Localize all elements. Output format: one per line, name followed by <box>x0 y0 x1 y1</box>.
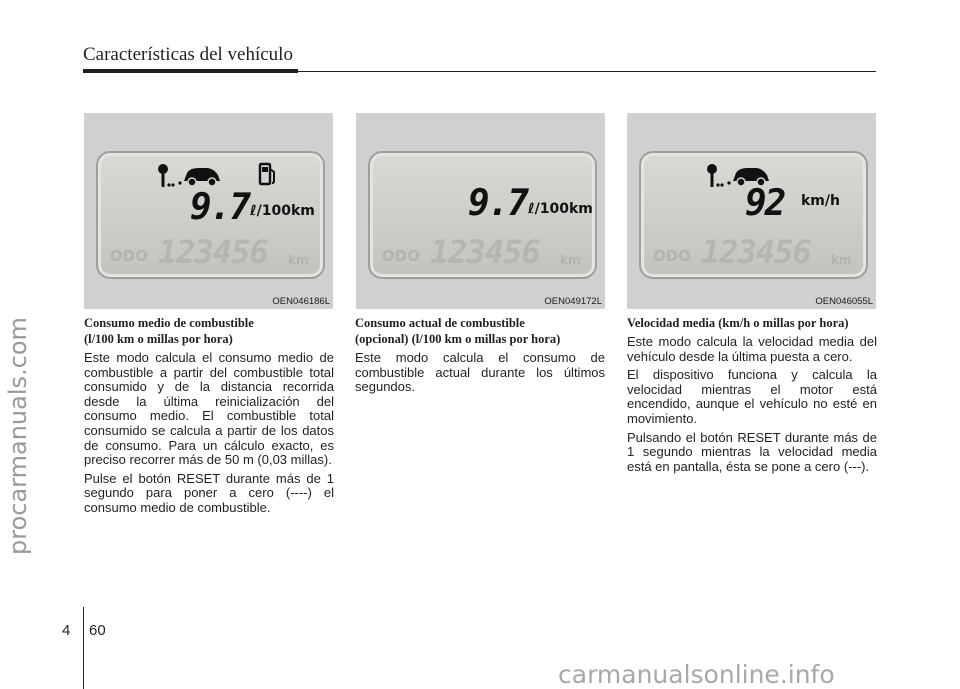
side-watermark: procarmanuals.com <box>4 317 32 555</box>
paragraph: Pulse el botón RESET durante más de 1 segundo para poner a cero (----) el consumo medio de combustible. <box>84 470 334 515</box>
odo-unit: km <box>831 253 852 267</box>
figure-average-consumption <box>84 113 333 309</box>
fuel-consumption-unit: ℓ/100km <box>528 201 593 217</box>
odo-label: ODO <box>653 247 691 265</box>
odo-unit: km <box>288 253 309 267</box>
odo-label: ODO <box>110 247 148 265</box>
odo-digits: 123456 <box>158 233 268 271</box>
fuel-consumption-reading: 9.7 <box>468 183 528 224</box>
section-heading-line: (opcional) (l/100 km o millas por hora) <box>355 332 561 346</box>
section-heading-line: Velocidad media (km/h o millas por hora) <box>627 316 849 330</box>
lcd-display <box>96 151 325 279</box>
fuel-consumption-unit: ℓ/100km <box>250 203 315 219</box>
section-average-consumption <box>84 315 334 520</box>
average-speed-reading: 92 <box>745 183 785 224</box>
section-heading <box>84 315 334 347</box>
lcd-display <box>368 151 597 279</box>
paragraph: Este modo calcula el consumo de combustible actual durante los últimos segundos. <box>355 350 605 395</box>
section-heading-line: Consumo medio de combustible <box>84 316 254 330</box>
header-rule-line <box>83 71 876 72</box>
odo-digits: 123456 <box>430 233 540 271</box>
footer-divider <box>83 607 84 689</box>
paragraph: El dispositivo funciona y calcula la velocidad mientras el motor está encendido, aunque el vehículo no esté en movimiento. <box>627 367 877 426</box>
bottom-watermark[interactable]: carmanualsonline.info <box>558 660 835 689</box>
section-heading-line: Consumo actual de combustible <box>355 316 525 330</box>
figure-code: OEN046186L <box>272 296 330 307</box>
fuel-consumption-reading: 9.7 <box>190 187 250 228</box>
key-icon <box>156 163 176 189</box>
figure-average-speed <box>627 113 876 309</box>
odo-unit: km <box>560 253 581 267</box>
fuel-pump-icon <box>258 161 278 187</box>
section-heading-line: (l/100 km o millas por hora) <box>84 332 233 346</box>
paragraph: Pulsando el botón RESET durante más de 1 segundo mientras la velocidad media está en pantalla, ésta se pone a cero (---). <box>627 429 877 474</box>
lcd-display <box>639 151 868 279</box>
chapter-number: 4 <box>62 622 71 639</box>
header-title: Características del vehículo <box>83 44 293 65</box>
section-current-consumption <box>355 315 605 399</box>
odo-label: ODO <box>382 247 420 265</box>
section-heading <box>627 315 877 331</box>
figure-current-consumption <box>356 113 605 309</box>
key-icon <box>705 163 725 189</box>
figure-code: OEN049172L <box>544 296 602 307</box>
paragraph: Este modo calcula el consumo medio de combustible a partir del combustible total consumido y de la distancia recorrida desde la última reinicialización del consumo medio. El combustible total consumido se calcula a partir de los datos de consumo. Para un cálculo exacto, es preciso recorrer más de 50 m (0,03 millas). <box>84 350 334 468</box>
section-heading <box>355 315 605 347</box>
page-number: 60 <box>89 622 106 639</box>
section-average-speed <box>627 315 877 478</box>
figure-code: OEN046055L <box>815 296 873 307</box>
odo-digits: 123456 <box>701 233 811 271</box>
car-icon <box>178 163 222 187</box>
average-speed-unit: km/h <box>801 193 840 209</box>
paragraph: Este modo calcula la velocidad media del vehículo desde la última puesta a cero. <box>627 334 877 364</box>
